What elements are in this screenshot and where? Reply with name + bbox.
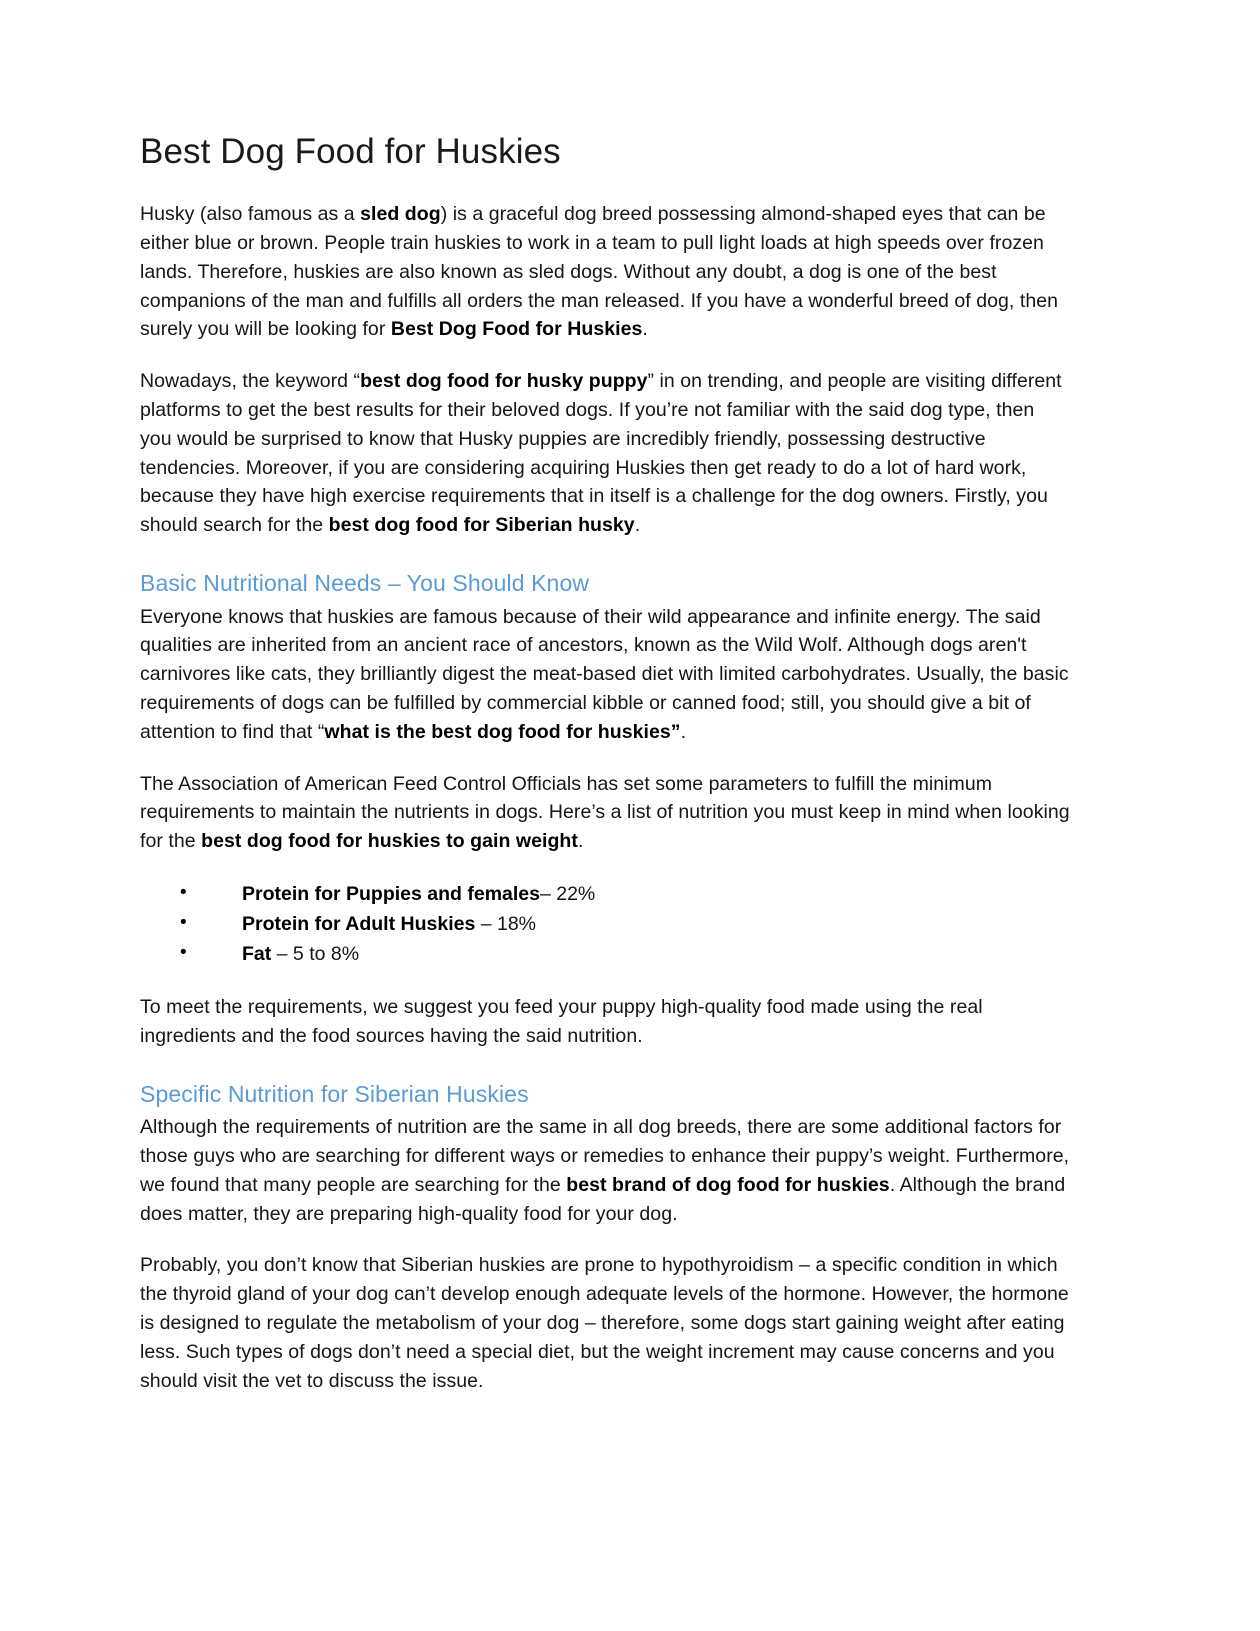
list-item [176, 909, 1070, 939]
intro-p2-text-3: . [634, 514, 641, 537]
bullet-value: – 18% [475, 912, 537, 935]
aafco-text-1: The Association of American Feed Control Officials has set some parameters to fulfill the minimum requirements to maintain the nutrients in dogs. Here’s a list of nutrition you must keep in mind when looking for the [140, 772, 1070, 853]
specific-nutrition-text-1: Although the requirements of nutrition are the same in all dog breeds, there are some additional factors for those guys who are searching for different ways or remedies to enhance their puppy’s weight. Furthermore, we found that many people are searching for the [140, 1116, 1070, 1196]
intro-p1-text-1: Husky (also famous as a [140, 203, 361, 226]
intro-paragraph-2 [140, 367, 1070, 540]
intro-p2-bold-1: best dog food for husky puppy [360, 370, 648, 393]
basic-needs-paragraph [140, 603, 1070, 747]
intro-p1-text-3: . [642, 318, 648, 341]
basic-needs-bold-1: what is the best dog food for huskies” [324, 720, 681, 743]
aafco-text-2: . [577, 830, 584, 853]
bullet-value: – 5 to 8% [271, 942, 360, 965]
specific-nutrition-paragraph [140, 1113, 1070, 1228]
intro-p2-text-2: ” in on trending, and people are visiting different platforms to get the best results for their beloved dogs. If you’re not familiar with the said dog type, then you would be surprised to know that Husky puppies are incredibly friendly, possessing destructive tendencies. Moreover, if you are considering acquiring Huskies then get ready to do a lot of hard work, because they have high exercise requirements that in itself is a challenge for the dog owners. Firstly, you should search for the [140, 370, 1062, 537]
bullet-label: Protein for Adult Huskies [242, 912, 476, 935]
basic-needs-text-2: . [680, 720, 687, 743]
aafco-paragraph [140, 770, 1070, 856]
section-heading-specific-nutrition: Specific Nutrition for Siberian Huskies [140, 1080, 529, 1107]
requirements-paragraph: To meet the requirements, we suggest you feed your puppy high-quality food made using the real ingredients and the food sources having the said nutrition. [140, 995, 983, 1047]
intro-p2-text-1: Nowadays, the keyword “ [140, 370, 361, 393]
list-item [176, 939, 1070, 969]
intro-p1-bold-1: sled dog [360, 203, 441, 226]
aafco-bold-1: best dog food for huskies to gain weight [201, 830, 578, 853]
specific-nutrition-bold-1: best brand of dog food for huskies [566, 1173, 890, 1196]
intro-p1-text-2: ) is a graceful dog breed possessing almond-shaped eyes that can be either blue or brown. People train huskies to work in a team to pull light loads at high speeds over frozen lands. Therefore, huskies are also known as sled dogs. Without any doubt, a dog is one of the best companions of the man and fulfills all orders the man released. If you have a wonderful breed of dog, then surely you will be looking for [140, 203, 1059, 341]
list-item [176, 879, 1070, 909]
intro-paragraph-1 [140, 200, 1070, 344]
specific-nutrition-text-2: . Although the brand does matter, they are preparing high-quality food for your dog. [140, 1173, 1066, 1225]
hypothyroidism-paragraph: Probably, you don’t know that Siberian huskies are prone to hypothyroidism – a specific condition in which the thyroid gland of your dog can’t develop enough adequate levels of the hormone. However, the hormone is designed to regulate the metabolism of your dog – therefore, some dogs start gaining weight after eating less. Such types of dogs don’t need a special diet, but the weight increment may cause concerns and you should visit the vet to discuss the issue. [140, 1254, 1069, 1392]
nutrition-bullet-list [140, 879, 1070, 969]
page-title: Best Dog Food for Huskies [140, 132, 561, 171]
section-heading-basic-nutritional-needs: Basic Nutritional Needs – You Should Know [140, 570, 590, 597]
intro-p2-bold-2: best dog food for Siberian husky [328, 514, 635, 537]
bullet-label: Protein for Puppies and females [242, 882, 540, 905]
basic-needs-text-1: Everyone knows that huskies are famous because of their wild appearance and infinite energy. The said qualities are inherited from an ancient race of ancestors, known as the Wild Wolf. Although dogs aren't carnivores like cats, they brilliantly digest the meat-based diet with limited carbohydrates. Usually, the basic requirements of dogs can be fulfilled by commercial kibble or canned food; still, you should give a bit of attention to find that “ [140, 605, 1069, 743]
bullet-value: – 22% [539, 882, 596, 905]
bullet-label: Fat [242, 942, 272, 965]
intro-p1-bold-2: Best Dog Food for Huskies [390, 318, 643, 341]
